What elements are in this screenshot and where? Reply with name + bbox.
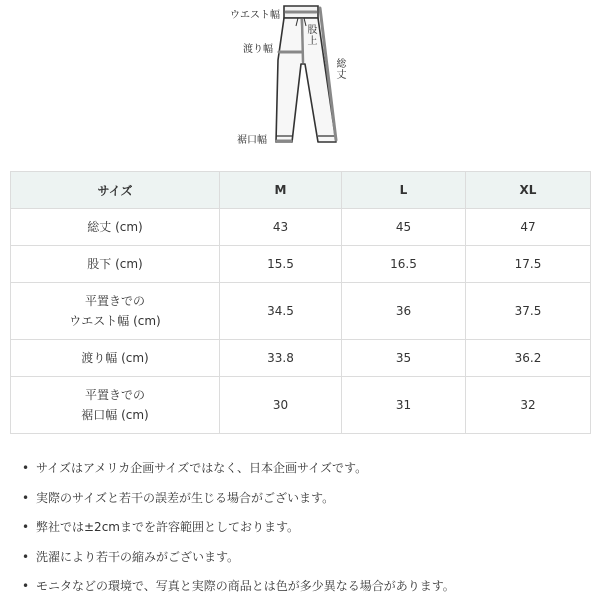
- cell-value: 32: [466, 377, 591, 434]
- cell-value: 16.5: [342, 246, 466, 283]
- cell-value: 31: [342, 377, 466, 434]
- bullet: •: [22, 549, 30, 564]
- header-size: サイズ: [11, 172, 220, 209]
- row-label: 総丈 (cm): [11, 209, 220, 246]
- bullet: •: [22, 520, 30, 534]
- header-size-xl: XL: [466, 172, 591, 209]
- table-row-thigh: [11, 340, 591, 377]
- cell-value: 34.5: [220, 283, 342, 340]
- row-label: 渡り幅 (cm): [11, 340, 220, 377]
- table-row-waist: [11, 283, 591, 340]
- row-label-line: 平置きでの: [84, 294, 145, 308]
- table-row-hem: [11, 377, 591, 434]
- cell-value: 47: [466, 209, 591, 246]
- row-label: [11, 283, 220, 340]
- row-label-line: ウエスト幅 (cm): [69, 314, 161, 328]
- note-text: 弊社では±2cmまでを許容範囲としております。: [36, 520, 300, 534]
- row-label: 股下 (cm): [11, 246, 220, 283]
- cell-value: 45: [342, 209, 466, 246]
- thigh-label: 渡り幅: [243, 44, 273, 55]
- row-label: [11, 377, 220, 434]
- cell-value: 17.5: [466, 246, 591, 283]
- list-item: [22, 547, 455, 577]
- cell-value: 33.8: [220, 340, 342, 377]
- header-size-m: M: [220, 172, 342, 209]
- table-header-row: [11, 172, 591, 209]
- note-text: 洗濯により若干の縮みがございます。: [36, 549, 240, 564]
- rise-measure-line: [302, 20, 303, 62]
- row-label-line: 平置きでの: [84, 388, 145, 402]
- cell-value: 35: [342, 340, 466, 377]
- table-row-total-length: [11, 209, 591, 246]
- hem-label: 裾口幅: [237, 135, 267, 146]
- list-item: [22, 488, 455, 518]
- bullet: •: [22, 490, 30, 505]
- cell-value: 36: [342, 283, 466, 340]
- row-label-line: 裾口幅 (cm): [81, 408, 149, 422]
- table-row-inseam: [11, 246, 591, 283]
- cell-value: 36.2: [466, 340, 591, 377]
- cell-value: 15.5: [220, 246, 342, 283]
- cell-value: 43: [220, 209, 342, 246]
- note-text: モニタなどの環境で、写真と実際の商品とは色が多少異なる場合があります。: [36, 579, 455, 593]
- measurement-diagram: [0, 0, 600, 160]
- rise-label: 股上: [305, 24, 316, 46]
- cell-value: 30: [220, 377, 342, 434]
- list-item: [22, 576, 455, 606]
- waist-label: ウエスト幅: [230, 10, 280, 21]
- length-label: 総丈: [334, 58, 345, 80]
- note-text: サイズはアメリカ企画サイズではなく、日本企画サイズです。: [36, 461, 368, 475]
- cell-value: 37.5: [466, 283, 591, 340]
- note-text: 実際のサイズと若干の誤差が生じる場合がございます。: [36, 490, 335, 505]
- pants-illustration: [0, 0, 600, 160]
- notes-list: [22, 458, 455, 606]
- bullet: •: [22, 461, 30, 475]
- bullet: •: [22, 579, 30, 593]
- list-item: [22, 458, 455, 488]
- header-size-l: L: [342, 172, 466, 209]
- list-item: [22, 517, 455, 547]
- size-chart-table: [10, 171, 591, 434]
